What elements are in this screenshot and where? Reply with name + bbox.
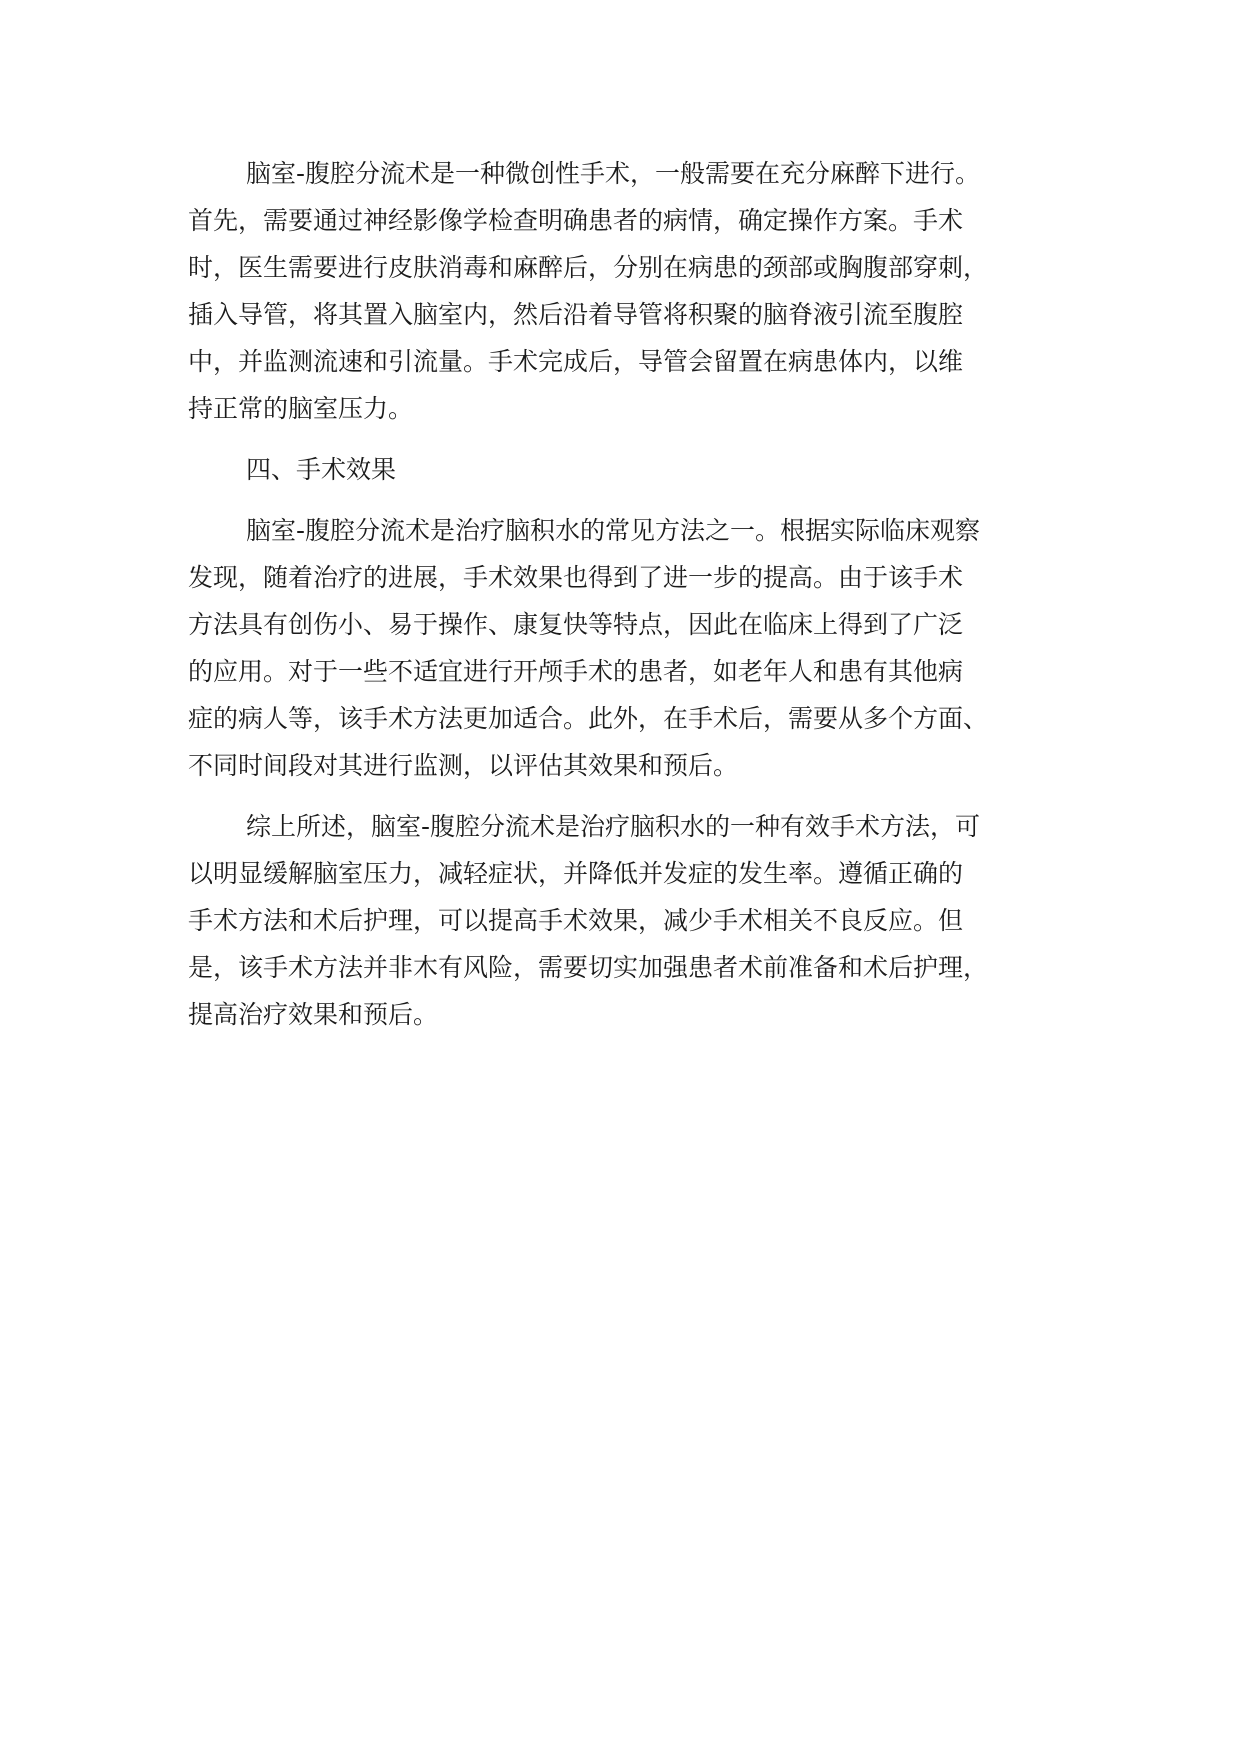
text-line: 以明显缓解脑室压力，减轻症状，并降低并发症的发生率。遵循正确的 (188, 859, 964, 888)
paragraph-gap (188, 493, 1088, 507)
paragraph-gap (188, 432, 1088, 446)
text-line: 脑室-腹腔分流术是治疗脑积水的常见方法之一。根据实际临床观察 (246, 516, 981, 545)
text-line: 首先，需要通过神经影像学检查明确患者的病情，确定操作方案。手术 (188, 206, 964, 235)
text-line: 插入导管，将其置入脑室内，然后沿着导管将积聚的脑脊液引流至腹腔 (188, 300, 964, 329)
text-line: 脑室-腹腔分流术是一种微创性手术，一般需要在充分麻醉下进行。 (246, 159, 981, 188)
text-line: 的应用。对于一些不适宜进行开颅手术的患者，如老年人和患有其他病 (188, 657, 964, 686)
text-line: 发现，随着治疗的进展，手术效果也得到了进一步的提高。由于该手术 (188, 563, 964, 592)
paragraph-summary (188, 803, 1088, 1038)
text-line: 综上所述，脑室-腹腔分流术是治疗脑积水的一种有效手术方法，可 (246, 812, 981, 841)
text-line: 方法具有创伤小、易于操作、康复快等特点，因此在临床上得到了广泛 (188, 610, 964, 639)
paragraph-effect (188, 507, 1088, 789)
text-line: 不同时间段对其进行监测，以评估其效果和预后。 (188, 751, 739, 780)
text-line: 持正常的脑室压力。 (188, 394, 414, 423)
section-heading-text: 四、手术效果 (246, 455, 397, 484)
section-heading (188, 446, 1088, 493)
text-line: 中，并监测流速和引流量。手术完成后，导管会留置在病患体内，以维 (188, 347, 964, 376)
text-line: 手术方法和术后护理，可以提高手术效果，减少手术相关不良反应。但 (188, 906, 964, 935)
paragraph-gap (188, 789, 1088, 803)
paragraph-procedure (188, 150, 1088, 432)
text-line: 症的病人等，该手术方法更加适合。此外，在手术后，需要从多个方面、 (188, 704, 989, 733)
text-line: 是，该手术方法并非木有风险，需要切实加强患者术前准备和术后护理， (188, 953, 989, 982)
text-line: 提高治疗效果和预后。 (188, 1000, 439, 1029)
text-line: 时，医生需要进行皮肤消毒和麻醉后，分别在病患的颈部或胸腹部穿刺， (188, 253, 989, 282)
document-body (188, 150, 1088, 1038)
